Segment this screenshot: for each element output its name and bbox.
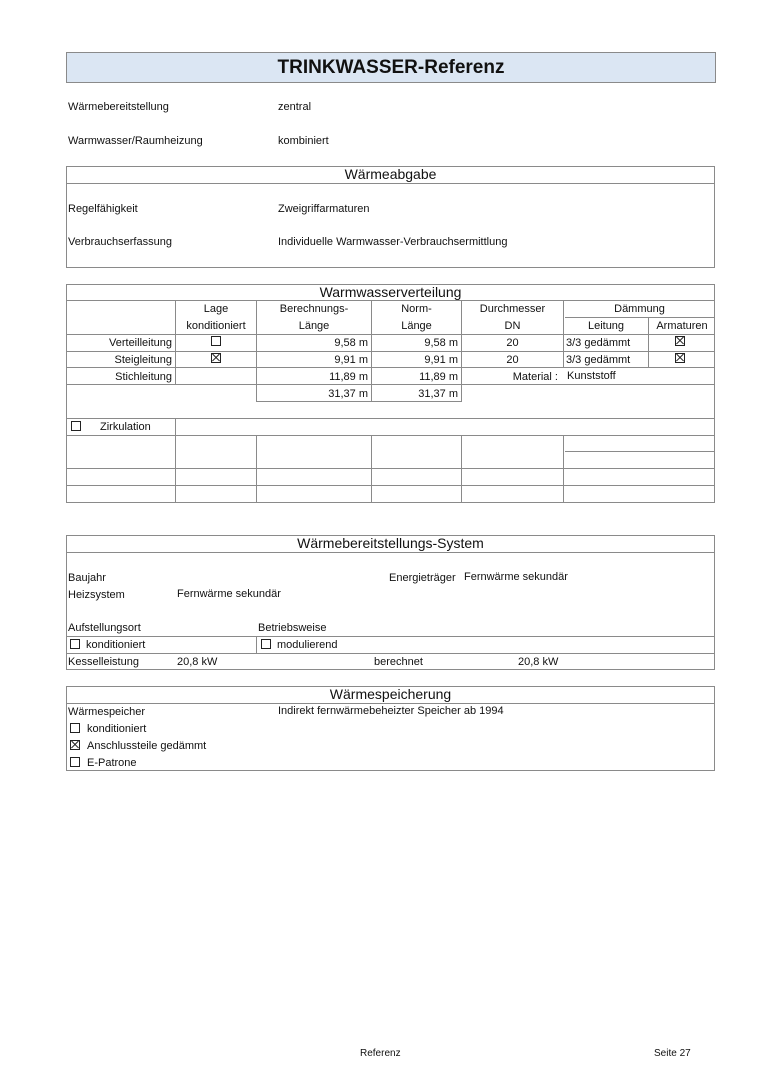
header-konditioniert: konditioniert: [186, 320, 246, 332]
row-name: Steigleitung: [114, 354, 172, 366]
row-name: Stichleitung: [115, 371, 172, 383]
system-konditioniert-label: konditioniert: [86, 639, 146, 651]
header-armaturen: Armaturen: [656, 320, 708, 332]
row-ber: 9,58 m: [334, 337, 368, 349]
speicher-option-label: Anschlussteile gedämmt: [87, 740, 207, 752]
checkbox-lage-verteilleitung[interactable]: [211, 336, 221, 346]
checkbox-armaturen-verteilleitung[interactable]: [675, 336, 685, 346]
energietraeger-label: Energieträger: [389, 572, 456, 584]
zirkulation-label: Zirkulation: [100, 421, 151, 433]
row-ber: 11,89 m: [329, 371, 368, 383]
row-ber: 9,91 m: [334, 354, 368, 366]
sum-norm: 31,37 m: [418, 388, 458, 400]
betriebsweise-label: Betriebsweise: [258, 622, 327, 634]
row-dn: 20: [506, 337, 519, 349]
waermebereitstellung-value: zentral: [278, 101, 312, 113]
row-leitung: 3/3 gedämmt: [566, 354, 631, 366]
modulierend-label: modulierend: [277, 639, 338, 651]
page-title: TRINKWASSER-Referenz: [66, 52, 716, 83]
checkbox-armaturen-steigleitung[interactable]: [675, 353, 685, 363]
verteilung-heading: Warmwasserverteilung: [319, 284, 462, 300]
speicher-label: Wärmespeicher: [68, 706, 146, 718]
checkbox-system-konditioniert[interactable]: [70, 639, 80, 649]
header-leitung: Leitung: [587, 320, 625, 332]
kessel-label: Kesselleistung: [68, 656, 139, 668]
berechnet-label: berechnet: [374, 656, 423, 668]
header-durchmesser: Durchmesser: [479, 303, 546, 315]
row-norm: 9,91 m: [424, 354, 458, 366]
row-dn: 20: [506, 354, 519, 366]
verbrauch-label: Verbrauchserfassung: [68, 236, 172, 248]
speicherung-heading: Wärmespeicherung: [329, 686, 452, 702]
checkbox-zirkulation[interactable]: [71, 421, 81, 431]
waermebereitstellung-label: Wärmebereitstellung: [68, 101, 169, 113]
page-number: Seite 27: [654, 1048, 691, 1059]
checkbox-anschlussteile[interactable]: [70, 740, 80, 750]
checkbox-speicher-konditioniert[interactable]: [70, 723, 80, 733]
berechnet-value: 20,8 kW: [518, 656, 559, 668]
checkbox-modulierend[interactable]: [261, 639, 271, 649]
row-leitung: 3/3 gedämmt: [566, 337, 631, 349]
heizsystem-label: Heizsystem: [68, 589, 125, 601]
speicher-option-label: konditioniert: [87, 723, 147, 735]
verbrauch-value: Individuelle Warmwasser-Verbrauchsermittlung: [278, 236, 508, 248]
material-label: Material :: [512, 371, 558, 383]
checkbox-lage-steigleitung[interactable]: [211, 353, 221, 363]
regel-label: Regelfähigkeit: [68, 203, 138, 215]
energietraeger-value: Fernwärme sekundär: [464, 571, 568, 583]
header-lage: Lage: [203, 303, 229, 315]
speicher-value: Indirekt fernwärmebeheizter Speicher ab 1994: [278, 705, 504, 717]
row-name: Verteilleitung: [109, 337, 172, 349]
regel-value: Zweigriffarmaturen: [278, 203, 370, 215]
warmwasser-value: kombiniert: [278, 135, 329, 147]
waermeabgabe-heading: Wärmeabgabe: [344, 166, 437, 182]
header-berechnungs: Berechnungs-: [279, 303, 349, 315]
header-norm: Norm-: [401, 303, 432, 315]
baujahr-label: Baujahr: [68, 572, 106, 584]
aufstellungsort-label: Aufstellungsort: [68, 622, 141, 634]
header-berechnungs-laenge: Länge: [298, 320, 330, 332]
footer-title: Referenz: [360, 1048, 401, 1059]
speicher-option-label: E-Patrone: [87, 757, 137, 769]
header-norm-laenge: Länge: [401, 320, 432, 332]
row-norm: 9,58 m: [424, 337, 458, 349]
header-dn: DN: [504, 320, 521, 332]
kessel-value: 20,8 kW: [177, 656, 218, 668]
sum-ber: 31,37 m: [328, 388, 368, 400]
header-daemmung: Dämmung: [614, 303, 665, 315]
checkbox-e-patrone[interactable]: [70, 757, 80, 767]
material-value: Kunststoff: [567, 370, 616, 382]
heizsystem-value: Fernwärme sekundär: [177, 588, 281, 600]
warmwasser-label: Warmwasser/Raumheizung: [68, 135, 203, 147]
system-section: [66, 535, 715, 670]
system-heading: Wärmebereitstellungs-System: [297, 535, 484, 551]
row-norm: 11,89 m: [419, 371, 458, 383]
